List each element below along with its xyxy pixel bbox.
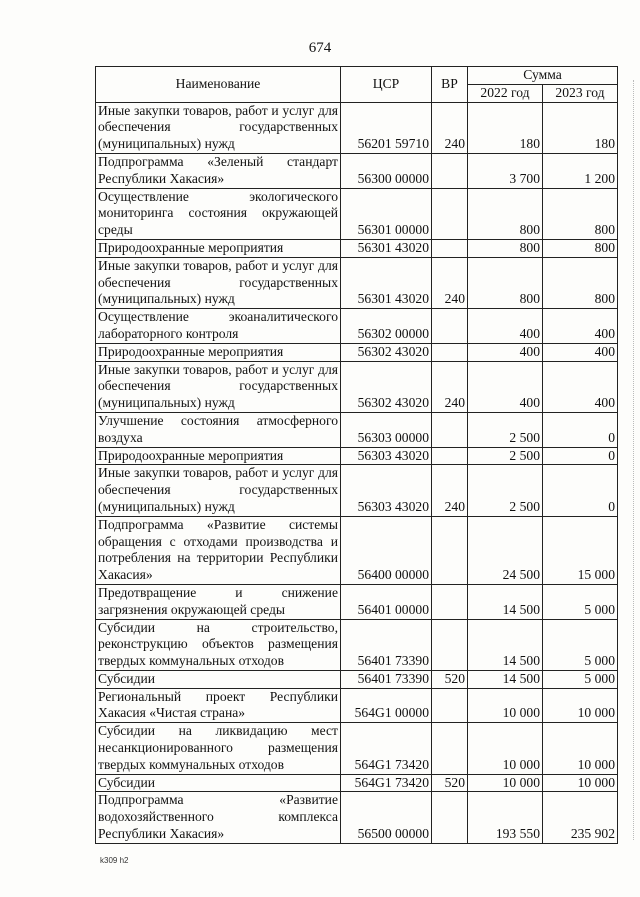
row-name [96, 412, 341, 447]
row-name [96, 619, 341, 670]
table-row [96, 774, 618, 792]
row-csr: 56401 73390 [341, 619, 432, 670]
row-amount-2022: 14 500 [468, 619, 543, 670]
table-row [96, 619, 618, 670]
row-vr: 240 [432, 361, 468, 412]
table-row [96, 257, 618, 308]
row-amount-2023: 5 000 [543, 584, 618, 619]
row-amount-2022: 14 500 [468, 670, 543, 688]
row-name [96, 153, 341, 188]
header-year-2023: 2023 год [543, 84, 618, 102]
row-name-text: Улучшение состояния атмосферного воздуха [98, 412, 338, 445]
row-csr: 56401 00000 [341, 584, 432, 619]
row-name [96, 723, 341, 774]
budget-table [95, 66, 618, 844]
row-csr: 564G1 73420 [341, 774, 432, 792]
row-name-text: Иные закупки товаров, работ и услуг для обеспечения государственных (муниципальных) нужд [98, 102, 338, 152]
page-number: 674 [308, 40, 332, 56]
row-csr: 56303 43020 [341, 465, 432, 516]
row-amount-2023: 5 000 [543, 619, 618, 670]
row-amount-2022: 10 000 [468, 723, 543, 774]
row-name [96, 670, 341, 688]
row-vr: 240 [432, 465, 468, 516]
row-amount-2023: 0 [543, 465, 618, 516]
table-body [96, 102, 618, 843]
table-row [96, 309, 618, 344]
table-row [96, 239, 618, 257]
row-name [96, 188, 341, 239]
row-name-text: Природоохранные мероприятия [98, 447, 284, 463]
row-name-text: Подпрограмма «Зеленый стандарт Республики Хакасия» [98, 153, 338, 186]
row-amount-2022: 2 500 [468, 412, 543, 447]
table-row [96, 516, 618, 584]
row-csr: 56400 00000 [341, 516, 432, 584]
row-amount-2022: 14 500 [468, 584, 543, 619]
row-amount-2023: 1 200 [543, 153, 618, 188]
row-vr [432, 309, 468, 344]
table-row [96, 670, 618, 688]
row-amount-2023: 10 000 [543, 688, 618, 723]
row-name-text: Субсидии на ликвидацию мест несанкционированного размещения твердых коммунальных отходов [98, 723, 338, 772]
row-name [96, 257, 341, 308]
row-name-text: Субсидии на строительство, реконструкцию объектов размещения твердых коммунальных отходов [98, 619, 338, 669]
row-amount-2022: 400 [468, 309, 543, 344]
row-vr [432, 239, 468, 257]
table-row [96, 723, 618, 774]
row-amount-2023: 10 000 [543, 774, 618, 792]
row-name [96, 688, 341, 723]
row-vr: 520 [432, 774, 468, 792]
row-name-text: Иные закупки товаров, работ и услуг для обеспечения государственных (муниципальных) нужд [98, 361, 338, 411]
row-name [96, 343, 341, 361]
row-csr: 56301 43020 [341, 257, 432, 308]
row-name [96, 792, 341, 843]
row-amount-2023: 800 [543, 257, 618, 308]
row-amount-2023: 400 [543, 361, 618, 412]
row-csr: 56300 00000 [341, 153, 432, 188]
row-name-text: Иные закупки товаров, работ и услуг для обеспечения государственных (муниципальных) нужд [98, 257, 338, 307]
row-amount-2022: 180 [468, 102, 543, 153]
row-amount-2022: 400 [468, 361, 543, 412]
header-year-2022: 2022 год [468, 84, 543, 102]
row-name [96, 465, 341, 516]
row-name [96, 361, 341, 412]
row-amount-2022: 2 500 [468, 447, 543, 465]
row-vr [432, 188, 468, 239]
row-vr [432, 343, 468, 361]
row-csr: 56303 43020 [341, 447, 432, 465]
row-amount-2022: 10 000 [468, 688, 543, 723]
row-name-text: Субсидии [98, 774, 156, 790]
row-csr: 56303 00000 [341, 412, 432, 447]
row-csr: 56301 43020 [341, 239, 432, 257]
row-amount-2023: 800 [543, 239, 618, 257]
row-csr: 56302 00000 [341, 309, 432, 344]
row-name-text: Предотвращение и снижение загрязнения окружающей среды [98, 584, 338, 617]
header-csr: ЦСР [341, 67, 432, 103]
scan-edge-marks [632, 80, 634, 840]
row-vr [432, 619, 468, 670]
row-vr [432, 516, 468, 584]
row-vr: 520 [432, 670, 468, 688]
header-name: Наименование [96, 67, 341, 103]
table-row [96, 447, 618, 465]
row-amount-2022: 193 550 [468, 792, 543, 843]
row-name-text: Иные закупки товаров, работ и услуг для обеспечения государственных (муниципальных) нужд [98, 465, 338, 514]
row-name [96, 102, 341, 153]
row-vr: 240 [432, 257, 468, 308]
row-name-text: Подпрограмма «Развитие водохозяйственного комплекса Республики Хакасия» [98, 792, 338, 842]
row-csr: 56201 59710 [341, 102, 432, 153]
table-row [96, 792, 618, 843]
row-vr [432, 584, 468, 619]
table-row [96, 343, 618, 361]
row-name-text: Подпрограмма «Развитие системы обращения с отходами производства и потребления на территории Республики Хакасия» [98, 516, 338, 583]
table-row [96, 153, 618, 188]
row-amount-2023: 180 [543, 102, 618, 153]
row-csr: 56500 00000 [341, 792, 432, 843]
row-name [96, 447, 341, 465]
table-row [96, 688, 618, 723]
row-vr: 240 [432, 102, 468, 153]
row-amount-2022: 3 700 [468, 153, 543, 188]
row-amount-2022: 400 [468, 343, 543, 361]
row-amount-2022: 24 500 [468, 516, 543, 584]
row-csr: 56301 00000 [341, 188, 432, 239]
row-name-text: Осуществление экологического мониторинга состояния окружающей среды [98, 188, 338, 238]
footer-code: k309 h2 [100, 856, 129, 865]
table-row [96, 102, 618, 153]
row-name [96, 239, 341, 257]
row-amount-2023: 0 [543, 412, 618, 447]
row-name [96, 584, 341, 619]
table-row [96, 188, 618, 239]
row-amount-2022: 2 500 [468, 465, 543, 516]
row-csr: 56302 43020 [341, 361, 432, 412]
row-vr [432, 688, 468, 723]
row-name-text: Субсидии [98, 670, 156, 686]
row-csr: 56302 43020 [341, 343, 432, 361]
row-csr: 56401 73390 [341, 670, 432, 688]
row-amount-2023: 10 000 [543, 723, 618, 774]
header-sum: Сумма [468, 67, 618, 85]
table-header-row [96, 67, 618, 85]
row-amount-2022: 800 [468, 188, 543, 239]
row-amount-2022: 800 [468, 239, 543, 257]
table-row [96, 465, 618, 516]
row-name-text: Региональный проект Республики Хакасия «Чистая страна» [98, 688, 338, 721]
row-name [96, 516, 341, 584]
row-amount-2023: 0 [543, 447, 618, 465]
row-vr [432, 447, 468, 465]
row-amount-2023: 15 000 [543, 516, 618, 584]
row-amount-2023: 235 902 [543, 792, 618, 843]
table-row [96, 584, 618, 619]
row-vr [432, 792, 468, 843]
table-row [96, 412, 618, 447]
row-vr [432, 723, 468, 774]
row-amount-2022: 800 [468, 257, 543, 308]
row-name-text: Природоохранные мероприятия [98, 239, 284, 255]
table-row [96, 361, 618, 412]
row-name [96, 309, 341, 344]
header-vr: ВР [432, 67, 468, 103]
row-name [96, 774, 341, 792]
row-vr [432, 412, 468, 447]
row-amount-2023: 400 [543, 343, 618, 361]
row-amount-2023: 5 000 [543, 670, 618, 688]
row-name-text: Природоохранные мероприятия [98, 343, 284, 359]
row-vr [432, 153, 468, 188]
row-csr: 564G1 73420 [341, 723, 432, 774]
row-name-text: Осуществление экоаналитического лабораторного контроля [98, 309, 338, 341]
row-csr: 564G1 00000 [341, 688, 432, 723]
row-amount-2023: 800 [543, 188, 618, 239]
row-amount-2022: 10 000 [468, 774, 543, 792]
row-amount-2023: 400 [543, 309, 618, 344]
